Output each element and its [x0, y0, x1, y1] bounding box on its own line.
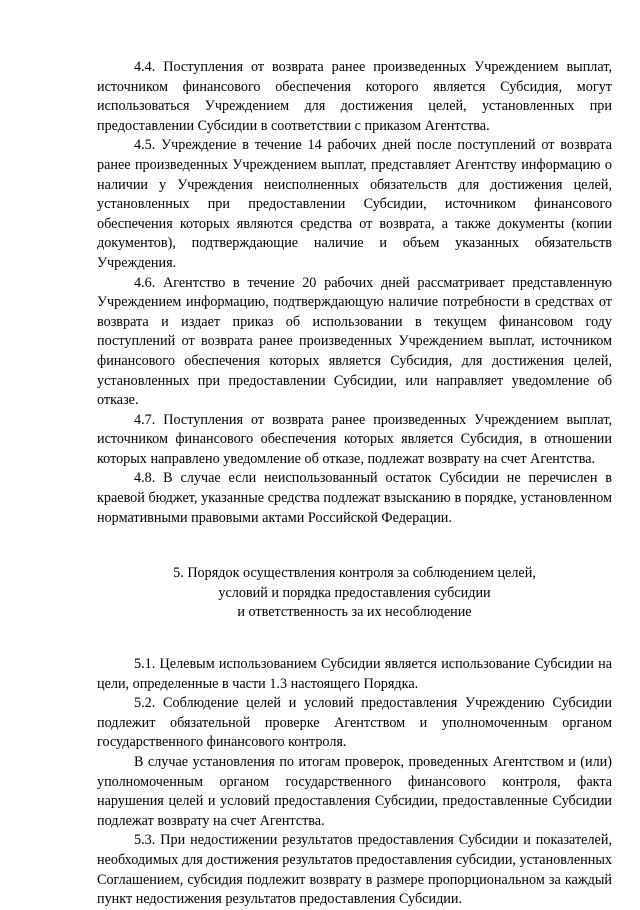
paragraph-5-1: 5.1. Целевым использованием Субсидии является использование Субсидии на цели, определенные в части 1.3 настоящего Порядка.	[97, 656, 612, 692]
paragraph-4-5: 4.5. Учреждение в течение 14 рабочих дней после поступлений от возврата ранее произведенных Учреждением выплат, представляет Агентству информацию о наличии у Учреждения неисполненных обязательств для достижения целей, установленных при предоставлении Субсидии, источником финансового обеспечения которых являются средства от возврата, а также документы (копии документов), подтверждающие наличие и объем указанных обязательств Учреждения.	[97, 137, 612, 271]
paragraph-4-4: 4.4. Поступления от возврата ранее произведенных Учреждением выплат, источником финансового обеспечения которого является Субсидия, могут использоваться Учреждением для достижения целей, установленных при предоставлении Субсидии в соответствии с приказом Агентства.	[97, 59, 612, 134]
paragraph-4-8: 4.8. В случае если неиспользованный остаток Субсидии не перечислен в краевой бюджет, указанные средства подлежат взысканию в порядке, установленном нормативными правовыми актами Российской Федерации.	[97, 470, 612, 526]
section-heading-line-3: и ответственность за их несоблюдение	[237, 604, 472, 621]
section-5-heading	[97, 564, 612, 623]
paragraph-4-6: 4.6. Агентство в течение 20 рабочих дней рассматривает представленную Учреждением информацию, подтверждающую наличие потребности в средствах от возврата и издает приказ об использовании в текущем финансовом году поступлений от возврата ранее произведенных Учреждением выплат, источником финансового обеспечения которых является Субсидия, для достижения целей, установленных при предоставлении Субсидии, или направляет уведомление об отказе.	[97, 274, 612, 409]
section-heading-line-1: 5. Порядок осуществления контроля за соблюдением целей,	[173, 565, 536, 582]
paragraph-5-3: 5.3. При недостижении результатов предоставления Субсидии и показателей, необходимых для достижения результатов предоставления субсидии, установленных Соглашением, субсидия подлежит возврату в размере пропорциональном за каждый пункт недостижения результатов предоставления Субсидии.	[97, 832, 612, 908]
section-heading-line-2: условий и порядка предоставления субсидии	[218, 584, 491, 601]
paragraph-5-2: 5.2. Соблюдение целей и условий предоставления Учреждению Субсидии подлежит обязательной проверке Агентством и уполномоченным органом государственного финансового контроля.	[97, 695, 612, 751]
paragraph-5-2-continued: В случае установления по итогам проверок, проведенных Агентством и (или) уполномоченным органом государственного финансового контроля, факта нарушения целей и условий предоставления Субсидии, предоставленные Субсидии подлежат возврату на счет Агентства.	[97, 754, 612, 829]
paragraph-4-7: 4.7. Поступления от возврата ранее произведенных Учреждением выплат, источником финансового обеспечения которых является Субсидия, в отношении которых направлено уведомление об отказе, подлежат возврату на счет Агентства.	[97, 411, 612, 467]
